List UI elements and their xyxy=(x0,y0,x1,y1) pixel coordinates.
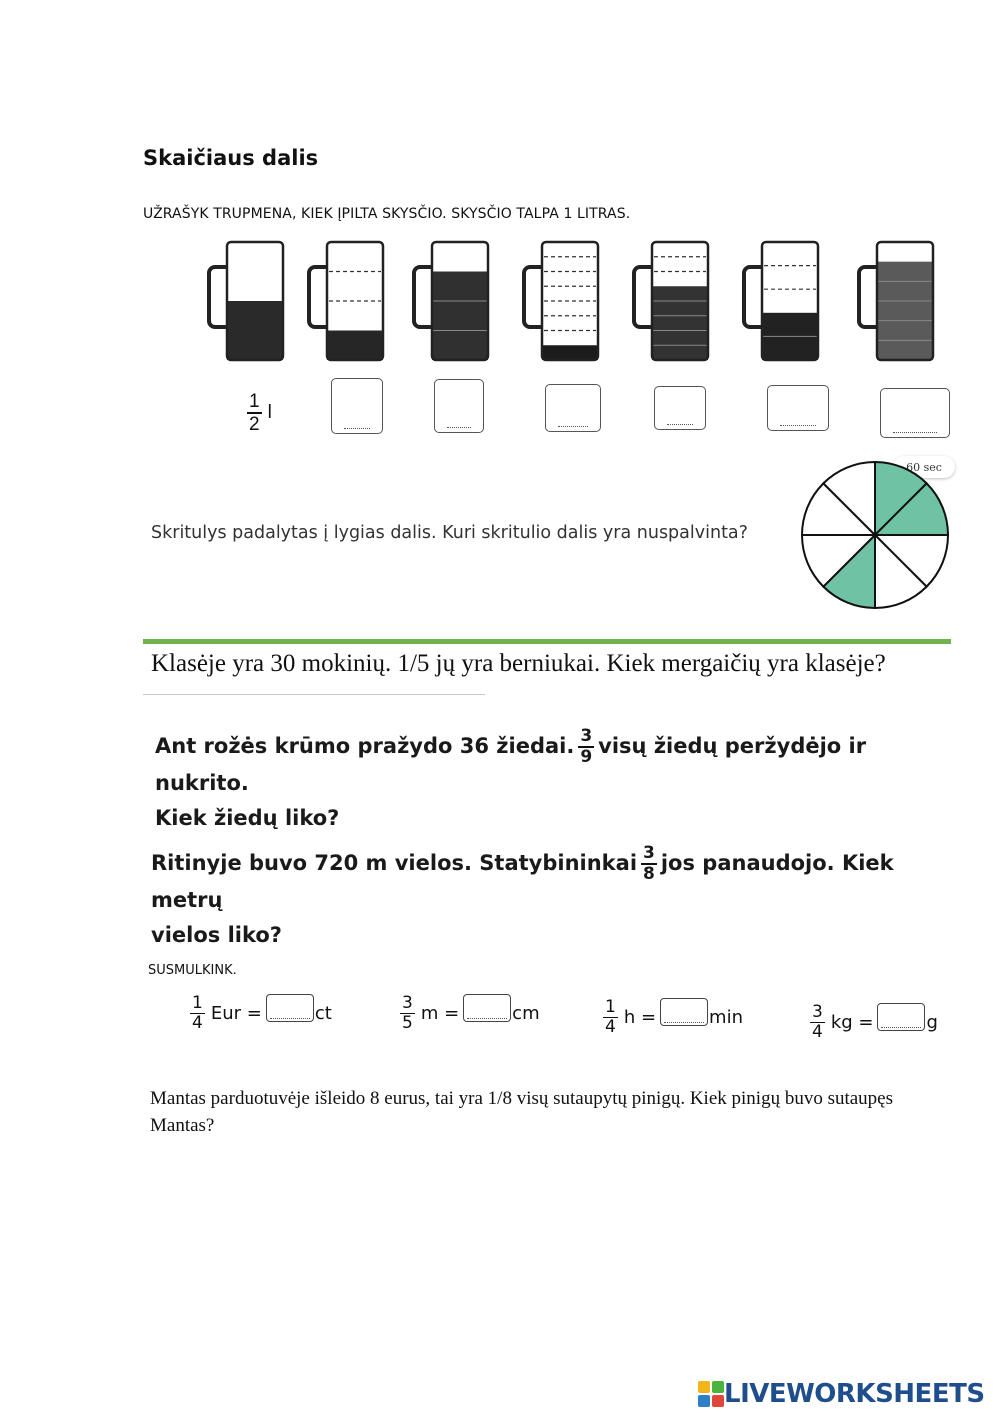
example-unit: l xyxy=(267,402,272,423)
task1-instruction: UŽRAŠYK TRUPMENA, KIEK ĮPILTA SKYSČIO. SKYSČIO TALPA 1 LITRAS. xyxy=(143,206,631,222)
answer-line xyxy=(143,694,485,695)
example-answer xyxy=(247,392,272,434)
liveworksheets-logo-icon xyxy=(698,1381,724,1407)
answer-box-mug-2[interactable] xyxy=(331,378,383,434)
mug xyxy=(744,242,818,360)
task6-instruction: SUSMULKINK. xyxy=(148,963,237,978)
answer-box-mug-5[interactable] xyxy=(654,386,706,430)
fraction-circle xyxy=(800,460,950,610)
mug xyxy=(859,242,933,360)
conversion-m: $\frac{3}{5}$ m = cm xyxy=(402,993,540,1033)
mug xyxy=(309,242,383,360)
mug xyxy=(414,242,488,360)
branding xyxy=(698,1377,985,1411)
task5-fraction: $\frac{3}{8}$ xyxy=(643,843,655,884)
conversion-h: $\frac{1}{4}$ h = min xyxy=(605,997,743,1037)
mug xyxy=(524,242,598,360)
answer-box-mug-4[interactable] xyxy=(545,384,601,432)
logo-text: LIVEWORKSHEETS xyxy=(724,1379,985,1409)
task4-fraction: $\frac{3}{9}$ xyxy=(580,726,593,767)
mug xyxy=(634,242,708,360)
answer-box-mug-6[interactable] xyxy=(767,385,829,431)
conversion-kg: $\frac{3}{4}$ kg = g xyxy=(812,1002,938,1042)
task5-question: Ritinyje buvo 720 m vielos. Statybininkai $\frac{3}{8}$ jos panaudojo. Kiek metrų vielos liko? xyxy=(151,843,894,947)
mugs-illustration xyxy=(205,232,950,367)
task4-question: Ant rožės krūmo pražydo 36 žiedai. $\frac{3}{9}$ visų žiedų peržydėjo ir nukrito. Kiek žiedų liko? xyxy=(155,726,867,830)
timer-badge: 60 sec xyxy=(893,456,955,478)
section-divider xyxy=(143,639,951,644)
conversion-eur: $\frac{1}{4}$ Eur = ct xyxy=(192,993,332,1033)
page-title: Skaičiaus dalis xyxy=(143,146,319,170)
task2-question: Skritulys padalytas į lygias dalis. Kuri skritulio dalis yra nuspalvinta? xyxy=(151,523,748,543)
answer-box-g[interactable] xyxy=(877,1003,925,1031)
answer-box-ct[interactable] xyxy=(266,994,314,1022)
answer-box-mug-3[interactable] xyxy=(434,379,484,433)
task3-question: Klasėje yra 30 mokinių. 1/5 jų yra berniukai. Kiek mergaičių yra klasėje? xyxy=(151,650,886,677)
answer-box-min[interactable] xyxy=(660,998,708,1026)
mug xyxy=(209,242,283,360)
example-fraction: $\frac{1}{2}$ xyxy=(249,391,260,435)
task7-question: Mantas parduotuvėje išleido 8 eurus, tai yra 1/8 visų sutaupytų pinigų. Kiek pinigų buvo sutaupęs Mantas? xyxy=(150,1088,894,1136)
answer-box-mug-7[interactable] xyxy=(880,388,950,438)
answer-box-cm[interactable] xyxy=(463,994,511,1022)
